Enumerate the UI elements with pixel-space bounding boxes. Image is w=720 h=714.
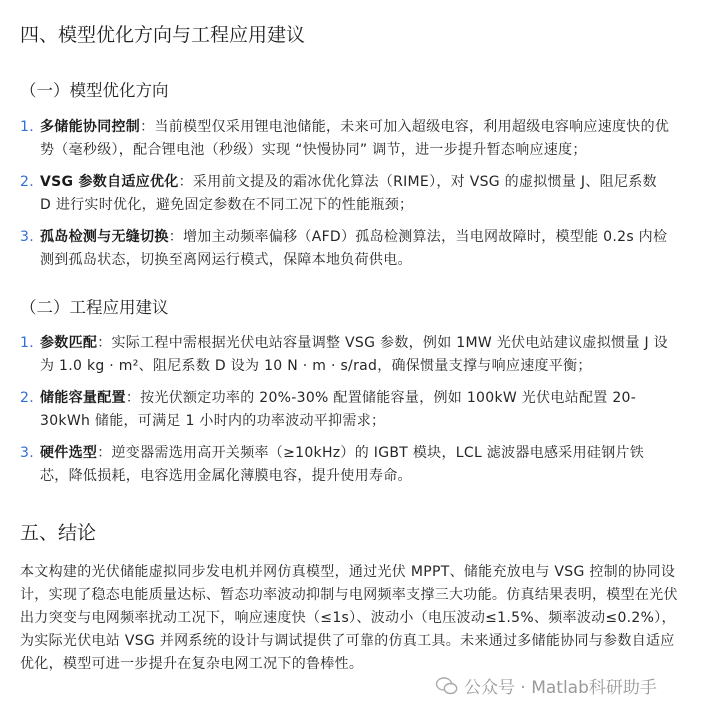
item-title: 硬件选型 — [40, 445, 98, 461]
list-number: 2. — [20, 390, 34, 406]
item-title: 多储能协同控制 — [40, 119, 141, 135]
section-4-heading: 四、模型优化方向与工程应用建议 — [20, 24, 306, 46]
list-item — [20, 387, 670, 433]
subsection-model-optimization-heading: （一）模型优化方向 — [20, 81, 169, 100]
subsection-engineering-heading: （二）工程应用建议 — [20, 298, 169, 317]
wechat-icon — [436, 677, 458, 695]
list-item — [20, 442, 670, 488]
item-text: ：当前模型仅采用锂电池储能，未来可加入超级电容，利用超级电容响应速度快的优势（毫秒级），配合锂电池（秒级）实现 “快慢协同” 调节，进一步提升暂态响应速度； — [40, 119, 670, 158]
item-text: ：采用前文提及的霜冰优化算法（RIME），对 VSG 的虚拟惯量 J、阻尼系数 D 进行实时优化，避免固定参数在不同工况下的性能瓶颈； — [40, 174, 657, 213]
conclusion-paragraph: 本文构建的光伏储能虚拟同步发电机并网仿真模型，通过光伏 MPPT、储能充放电与 VSG 控制的协同设计，实现了稳态电能质量达标、暂态功率波动抑制与电网频率支撑三大功能。仿真结果表明，模型在光伏出力突变与电网频率扰动工况下，响应速度快（≤1s）、波动小（电压波动≤1.5%、频率波动≤0.2%），为实际光伏电站 VSG 并网系统的设计与调试提供了可靠的仿真工具。未来通过多储能协同与参数自适应优化，模型可进一步提升在复杂电网工况下的鲁棒性。 — [20, 564, 678, 672]
item-text: ：增加主动频率偏移（AFD）孤岛检测算法，当电网故障时，模型能 0.2s 内检测到孤岛状态，切换至离网运行模式，保障本地负荷供电。 — [40, 229, 668, 268]
item-text: ：实际工程中需根据光伏电站容量调整 VSG 参数，例如 1MW 光伏电站建议虚拟惯量 J 设为 1.0 kg · m²、阻尼系数 D 设为 10 N · m · s/rad，确保惯量支撑与响应速度平衡； — [40, 335, 668, 374]
item-title: 储能容量配置 — [40, 390, 126, 406]
list-item — [20, 226, 670, 272]
watermark-text: 公众号 · Matlab科研助手 — [464, 678, 657, 698]
item-title: 参数匹配 — [40, 335, 98, 351]
list-item — [20, 332, 670, 378]
item-title: VSG 参数自适应优化 — [40, 174, 179, 190]
model-optimization-list — [20, 116, 670, 281]
list-number: 1. — [20, 335, 34, 351]
list-item — [20, 116, 670, 162]
item-text: ：按光伏额定功率的 20%-30% 配置储能容量，例如 100kW 光伏电站配置 20-30kWh 储能，可满足 1 小时内的功率波动平抑需求； — [40, 390, 637, 429]
item-text: ：逆变器需选用高开关频率（≥10kHz）的 IGBT 模块，LCL 滤波器电感采用硅钢片铁芯，降低损耗，电容选用金属化薄膜电容，提升使用寿命。 — [40, 445, 645, 484]
list-number: 2. — [20, 174, 34, 190]
section-5-heading: 五、结论 — [20, 522, 97, 544]
item-title: 孤岛检测与无缝切换 — [40, 229, 169, 245]
list-number: 3. — [20, 229, 34, 245]
list-item — [20, 171, 670, 217]
engineering-advice-list — [20, 332, 670, 497]
list-number: 1. — [20, 119, 34, 135]
list-number: 3. — [20, 445, 34, 461]
watermark — [436, 673, 657, 698]
